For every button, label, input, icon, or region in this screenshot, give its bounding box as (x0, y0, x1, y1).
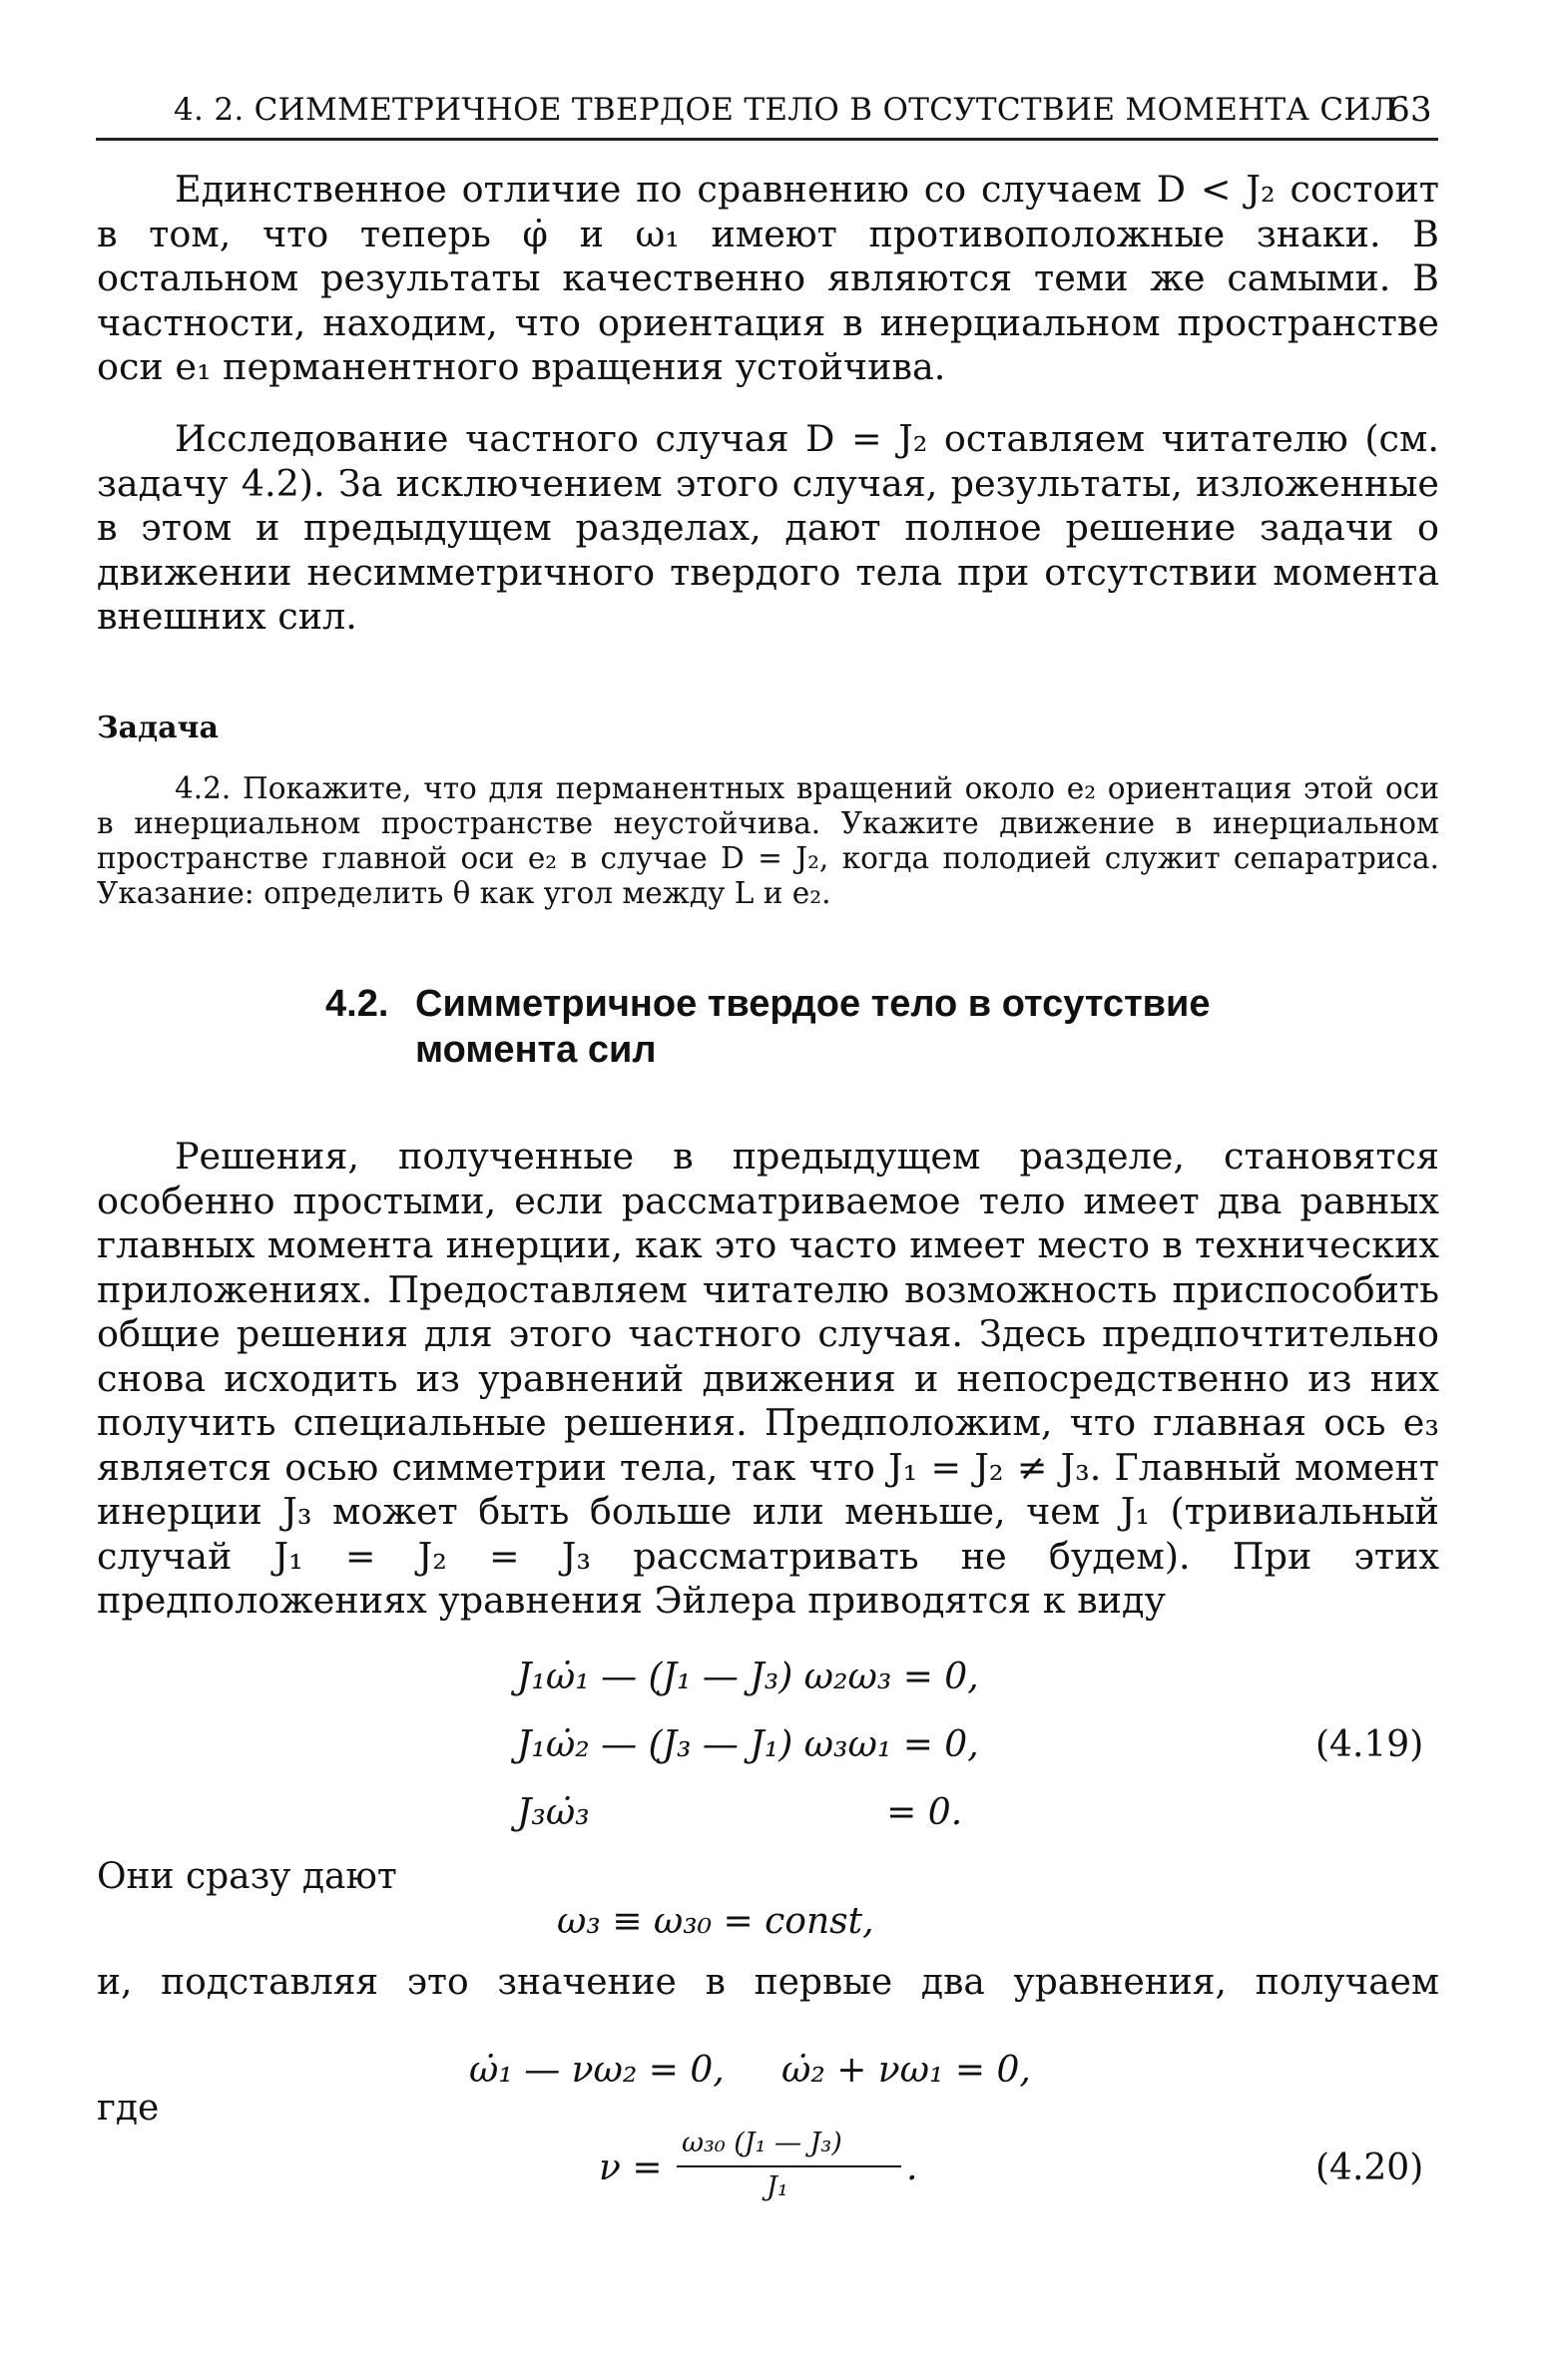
equation-nu-fraction (677, 2128, 916, 2207)
nu-numerator: ω₃₀ (J₁ — J₃) (682, 2128, 842, 2158)
text-where: где (97, 2088, 160, 2129)
equation-omega3-const: ω₃ ≡ ω₃₀ = const, (557, 1901, 874, 1942)
page-number: 63 (1388, 90, 1432, 130)
equation-4-19-line-3: J₃ω̇₃ = 0. (517, 1792, 963, 1833)
equation-number-4-20: (4.20) (1315, 2147, 1424, 2188)
section-number: 4.2. (325, 983, 389, 1025)
equation-number-4-19: (4.19) (1315, 1724, 1424, 1765)
equation-nu-period: . (906, 2147, 918, 2188)
text-they-give: Они сразу дают (97, 1856, 397, 1897)
equation-nu-lhs: ν = (599, 2147, 663, 2188)
equation-4-19-line-2: J₁ω̇₂ — (J₃ — J₁) ω₃ω₁ = 0, (517, 1724, 979, 1765)
paragraph-1: Единственное отличие по сравнению со случаем D < J₂ состоит в том, что теперь φ̇ и ω₁ имеют противоположные знаки. В остальном результаты качественно являются теми же самыми. В частности, находим, что ориентация в инерциальном пространстве оси e₁ перманентного вращения устойчива. (97, 168, 1439, 388)
running-header-title: 4. 2. СИММЕТРИЧНОЕ ТВЕРДОЕ ТЕЛО В ОТСУТСТВИЕ МОМЕНТА СИЛ (174, 92, 1397, 128)
section-title-line-1: Симметричное твердое тело в отсутствие (415, 983, 1211, 1025)
section-title-line-2: момента сил (415, 1029, 657, 1071)
problem-label: Задача (97, 711, 219, 745)
running-header (96, 88, 1438, 141)
equation-reduced-system: ω̇₁ — νω₂ = 0, ω̇₂ + νω₁ = 0, (469, 2050, 1031, 2091)
nu-denominator: J₁ (767, 2171, 788, 2202)
equation-4-19-line-1: J₁ω̇₁ — (J₁ — J₃) ω₂ω₃ = 0, (517, 1657, 979, 1697)
paragraph-2: Исследование частного случая D = J₂ оставляем читателю (см. задачу 4.2). За исключением этого случая, результаты, изложенные в этом и предыдущем разделах, дают полное решение задачи о движении несимметричного твердого тела при отсутствии момента внешних сил. (97, 417, 1439, 638)
paragraph-3: Решения, полученные в предыдущем разделе, становятся особенно простыми, если рассматриваемое тело имеет два равных главных момента инерции, как это часто имеет место в технических приложениях. Предоставляем читателю возможность приспособить общие решения для этого частного случая. Здесь предпочтительно снова исходить из уравнений движения и непосредственно из них получить специальные решения. Предположим, что главная ось e₃ является осью симметрии тела, так что J₁ = J₂ ≠ J₃. Главный момент инерции J₃ может быть больше или меньше, чем J₁ (тривиальный случай J₁ = J₂ = J₃ рассматривать не будем). При этих предположениях уравнения Эйлера приводятся к виду (97, 1135, 1439, 1622)
fraction-bar (677, 2165, 901, 2167)
text-substituting: и, подставляя это значение в первые два уравнения, получаем (97, 1962, 1439, 2003)
problem-text: 4.2. Покажите, что для перманентных вращений около e₂ ориентация этой оси в инерциальном пространстве неустойчива. Укажите движение в инерциальном пространстве главной оси e₂ в случае D = J₂, когда полодией служит сепаратриса. Указание: определить θ как угол между L и e₂. (97, 771, 1439, 910)
